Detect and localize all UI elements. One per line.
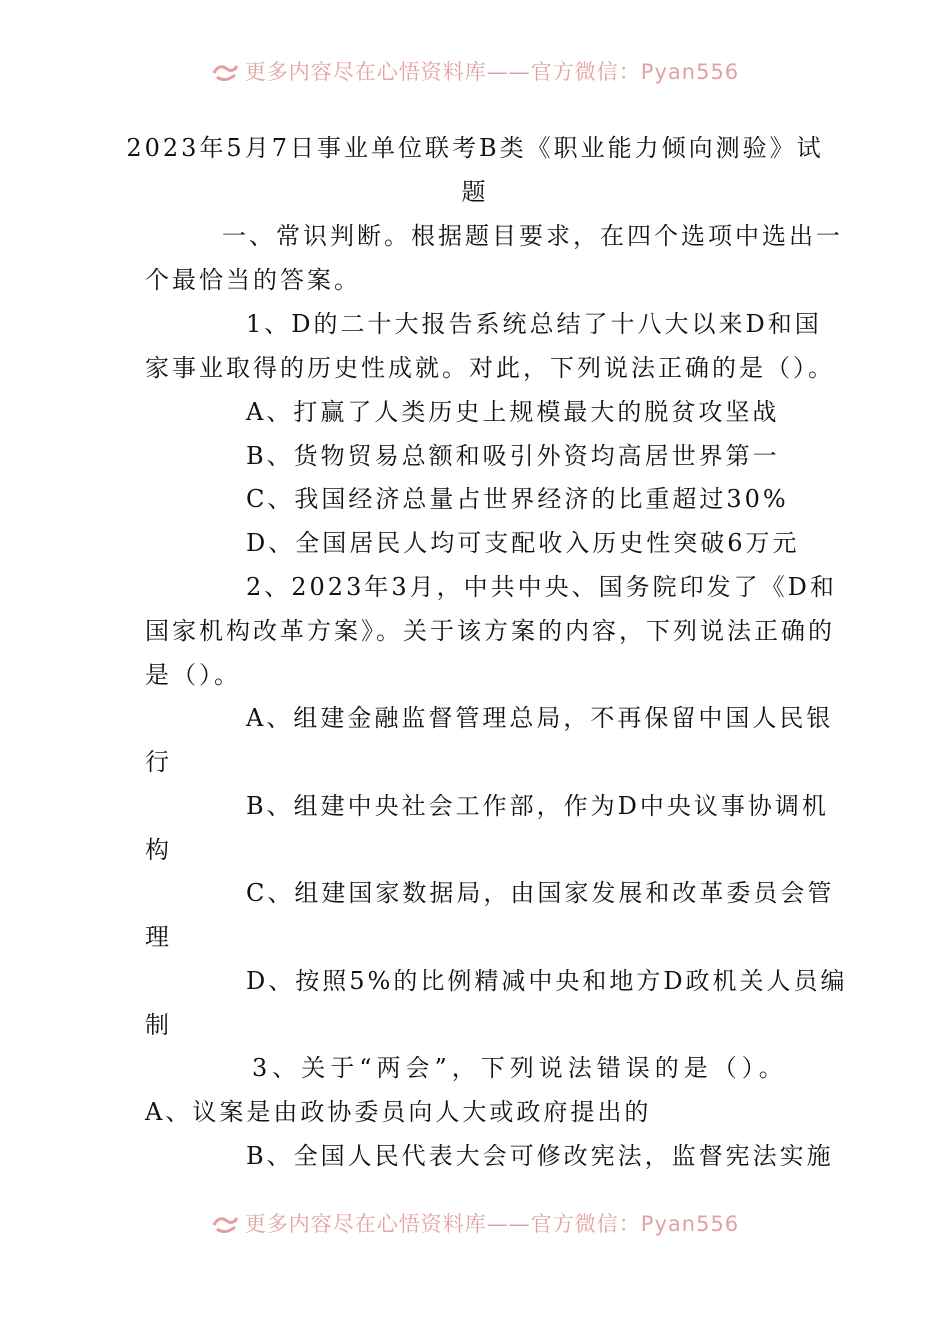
question-2-line-1: 2、2023年3月，中共中央、国务院印发了《D和: [246, 573, 837, 601]
question-1-line-2: 家事业取得的历史性成就。对此，下列说法正确的是（）。: [145, 354, 835, 382]
watermark-text: 更多内容尽在心悟资料库——官方微信：Pyan556: [244, 1212, 740, 1236]
watermark-top: [0, 56, 950, 86]
question-1-line-1: 1、D的二十大报告系统总结了十八大以来D和国: [246, 310, 822, 338]
question-2-option-c-line-1: C、组建国家数据局，由国家发展和改革委员会管: [246, 879, 835, 907]
title-line-2: 题: [461, 178, 489, 206]
logo-icon: [211, 1213, 241, 1235]
question-2-line-3: 是（）。: [145, 661, 241, 689]
question-2-option-d-line-2: 制: [145, 1011, 172, 1039]
question-2-option-a-line-2: 行: [145, 748, 172, 776]
question-1-option-b: B、货物贸易总额和吸引外资均高居世界第一: [246, 442, 780, 470]
question-1-option-d: D、全国居民人均可支配收入历史性突破6万元: [246, 529, 800, 557]
title-line-1: 2023年5月7日事业单位联考B类《职业能力倾向测验》试: [126, 134, 824, 162]
question-2-option-d-line-1: D、按照5%的比例精减中央和地方D政机关人员编: [246, 967, 848, 995]
question-2-option-c-line-2: 理: [145, 923, 172, 951]
question-2-line-2: 国家机构改革方案》。关于该方案的内容，下列说法正确的: [145, 617, 835, 645]
section-instruction-line-2: 个最恰当的答案。: [145, 266, 361, 294]
question-2-option-b-line-1: B、组建中央社会工作部，作为D中央议事协调机: [246, 792, 829, 820]
watermark-text: 更多内容尽在心悟资料库——官方微信：Pyan556: [244, 60, 740, 84]
question-3-line-1: 3、关于“两会”，下列说法错误的是（）。: [252, 1054, 788, 1082]
question-1-option-c: C、我国经济总量占世界经济的比重超过30%: [246, 485, 789, 513]
logo-icon: [211, 61, 241, 83]
question-3-option-a: A、议案是由政协委员向人大或政府提出的: [145, 1098, 652, 1126]
question-2-option-a-line-1: A、组建金融监督管理总局，不再保留中国人民银: [246, 704, 834, 732]
section-instruction-line-1: 一、常识判断。根据题目要求，在四个选项中选出一: [222, 222, 843, 250]
question-3-option-b: B、全国人民代表大会可修改宪法，监督宪法实施: [246, 1142, 834, 1170]
question-1-option-a: A、打赢了人类历史上规模最大的脱贫攻坚战: [246, 398, 780, 426]
question-2-option-b-line-2: 构: [145, 836, 172, 864]
watermark-bottom: [0, 1208, 950, 1238]
